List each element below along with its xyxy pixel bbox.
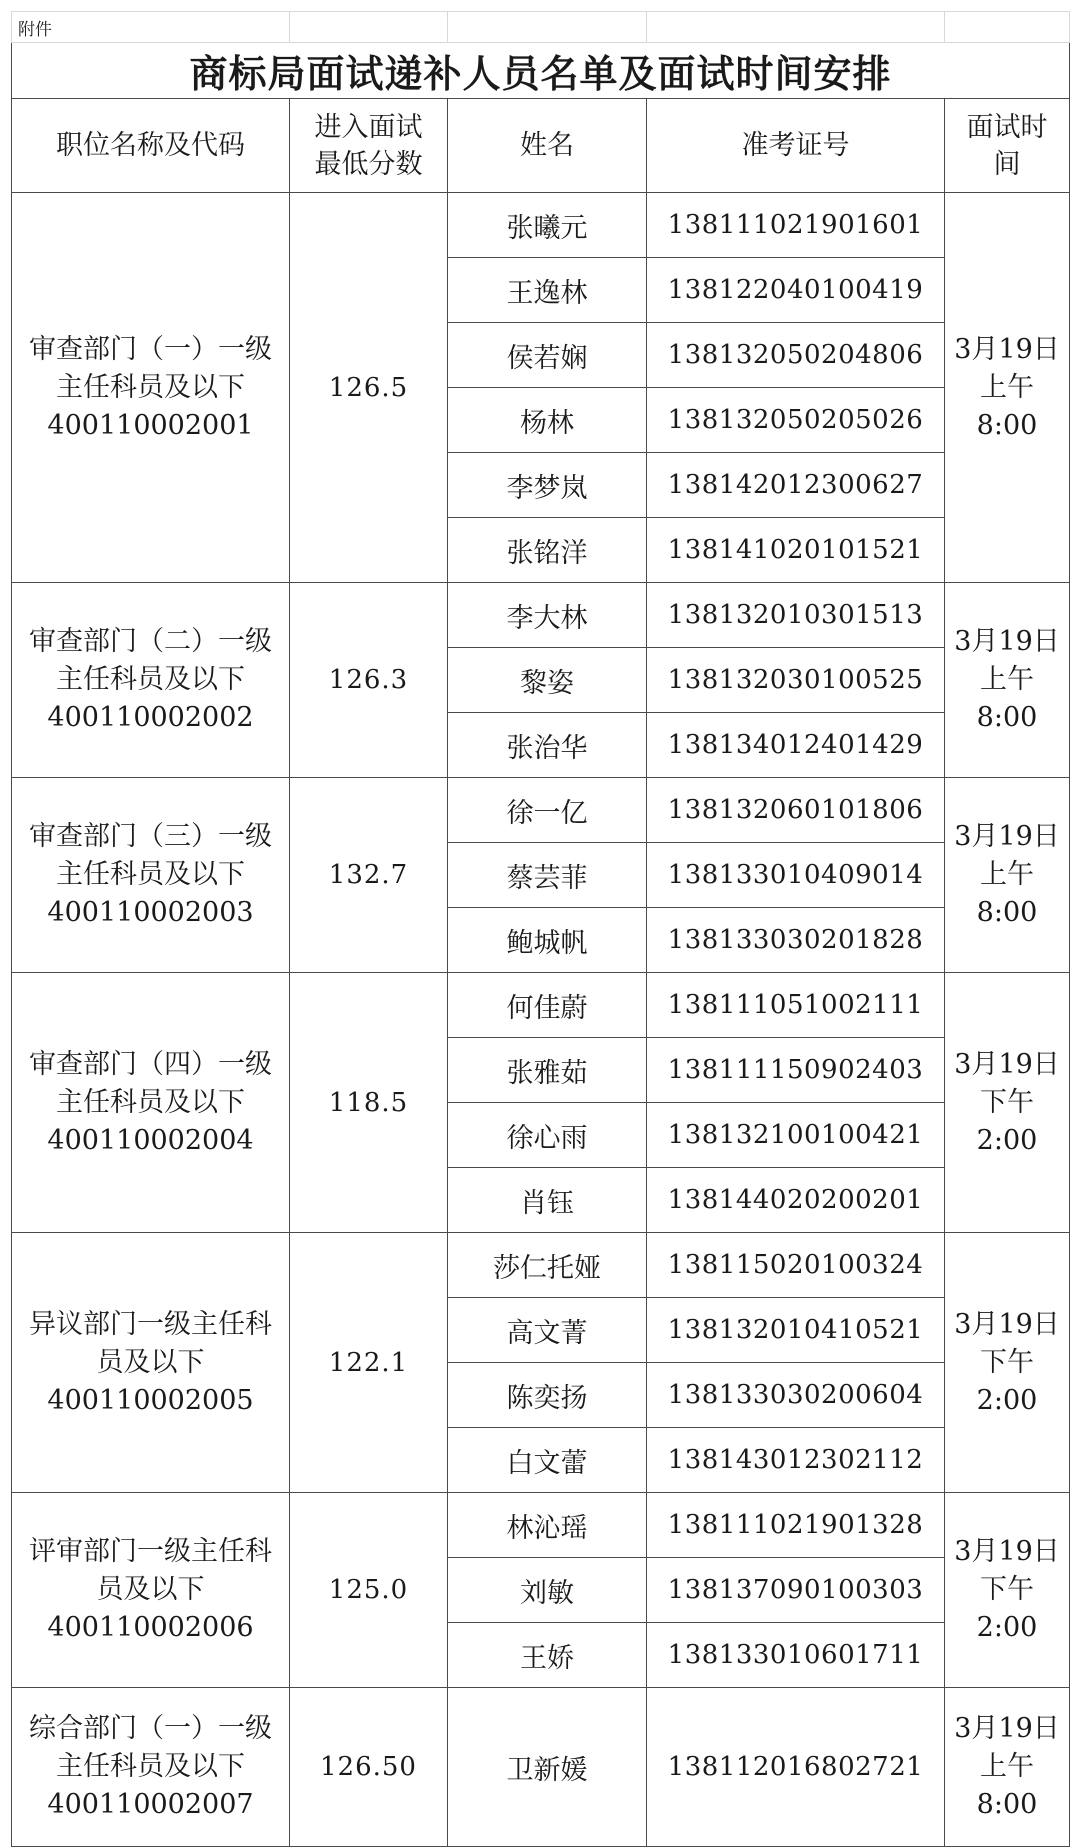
ticket-number: 138111021901601 <box>647 193 945 258</box>
time-line: 3月19日 <box>954 1308 1060 1340</box>
interview-time-cell <box>945 193 1070 583</box>
time-line: 2:00 <box>976 1612 1038 1643</box>
position-line: 综合部门（一）一级 <box>29 1713 272 1744</box>
ticket-number: 138133030201828 <box>647 908 945 973</box>
time-line: 上午 <box>980 1751 1034 1782</box>
ticket-number: 138133030200604 <box>647 1363 945 1428</box>
header-min-score-line2: 最低分数 <box>314 148 423 180</box>
header-min-score-line1: 进入面试 <box>314 111 423 143</box>
ticket-number: 138132050204806 <box>647 323 945 388</box>
candidate-name: 李梦岚 <box>448 453 647 518</box>
position-line: 审查部门（二）一级 <box>29 626 272 657</box>
candidate-name: 徐一亿 <box>448 778 647 843</box>
candidate-name: 莎仁托娅 <box>448 1233 647 1298</box>
time-line: 上午 <box>980 371 1034 403</box>
position-line: 主任科员及以下 <box>56 1086 245 1118</box>
position-line: 员及以下 <box>96 1574 205 1605</box>
min-score-cell: 126.3 <box>290 583 448 778</box>
interview-time-cell <box>945 973 1070 1233</box>
position-cell <box>12 583 290 778</box>
attachment-label: 附件 <box>12 12 290 43</box>
candidate-name: 高文菁 <box>448 1298 647 1363</box>
header-min-score <box>290 99 448 193</box>
position-cell <box>12 778 290 973</box>
ticket-number: 138132010410521 <box>647 1298 945 1363</box>
header-row <box>12 99 1070 193</box>
position-cell <box>12 193 290 583</box>
candidate-name: 陈奕扬 <box>448 1363 647 1428</box>
interview-time-cell <box>945 583 1070 778</box>
time-line: 上午 <box>980 859 1034 890</box>
ticket-number: 138115020100324 <box>647 1233 945 1298</box>
time-line: 2:00 <box>976 1124 1038 1156</box>
candidate-name: 徐心雨 <box>448 1103 647 1168</box>
time-line: 3月19日 <box>954 1048 1060 1080</box>
candidate-name: 白文蕾 <box>448 1428 647 1493</box>
time-line: 下午 <box>980 1574 1034 1605</box>
candidate-name: 肖钰 <box>448 1168 647 1233</box>
ticket-number: 138111021901328 <box>647 1493 945 1558</box>
attachment-row <box>12 12 1070 43</box>
position-line: 400110002007 <box>47 1789 254 1820</box>
position-line: 主任科员及以下 <box>56 371 245 403</box>
candidate-name: 李大林 <box>448 583 647 648</box>
ticket-number: 138132100100421 <box>647 1103 945 1168</box>
time-line: 8:00 <box>976 1789 1038 1820</box>
title-row <box>12 43 1070 99</box>
header-time <box>945 99 1070 193</box>
ticket-number: 138141020101521 <box>647 518 945 583</box>
candidate-name: 林沁瑶 <box>448 1493 647 1558</box>
position-line: 审查部门（三）一级 <box>29 821 272 852</box>
position-line: 主任科员及以下 <box>56 664 245 695</box>
candidate-name: 何佳蔚 <box>448 973 647 1038</box>
position-line: 审查部门（四）一级 <box>29 1048 272 1080</box>
min-score-cell: 126.50 <box>290 1688 448 1847</box>
position-cell <box>12 973 290 1233</box>
table-row <box>12 193 1070 258</box>
ticket-number: 138133010601711 <box>647 1623 945 1688</box>
position-line: 主任科员及以下 <box>56 859 245 890</box>
time-line: 3月19日 <box>954 333 1060 365</box>
ticket-number: 138143012302112 <box>647 1428 945 1493</box>
ticket-number: 138142012300627 <box>647 453 945 518</box>
header-name: 姓名 <box>448 99 647 193</box>
candidate-name: 王娇 <box>448 1623 647 1688</box>
position-line: 员及以下 <box>96 1346 205 1378</box>
min-score-cell: 126.5 <box>290 193 448 583</box>
position-cell <box>12 1233 290 1493</box>
time-line: 8:00 <box>976 409 1038 441</box>
candidate-name: 蔡芸菲 <box>448 843 647 908</box>
table-row <box>12 1688 1070 1847</box>
table-row <box>12 778 1070 843</box>
time-line: 下午 <box>980 1346 1034 1378</box>
position-line: 400110002006 <box>47 1612 254 1643</box>
ticket-number: 138111051002111 <box>647 973 945 1038</box>
header-time-line1: 面试时 <box>966 111 1048 143</box>
table-row <box>12 1233 1070 1298</box>
time-line: 3月19日 <box>954 1536 1060 1567</box>
position-line: 400110002002 <box>47 702 254 733</box>
position-cell <box>12 1493 290 1688</box>
candidate-name: 杨林 <box>448 388 647 453</box>
table-row <box>12 1493 1070 1558</box>
time-line: 3月19日 <box>954 1713 1060 1744</box>
ticket-number: 138122040100419 <box>647 258 945 323</box>
ticket-number: 138111150902403 <box>647 1038 945 1103</box>
ticket-number: 138137090100303 <box>647 1558 945 1623</box>
header-ticket: 准考证号 <box>647 99 945 193</box>
ticket-number: 138132060101806 <box>647 778 945 843</box>
time-line: 上午 <box>980 664 1034 695</box>
ticket-number: 138112016802721 <box>647 1688 945 1847</box>
min-score-cell: 122.1 <box>290 1233 448 1493</box>
position-line: 400110002005 <box>47 1384 254 1416</box>
header-time-line2: 间 <box>993 148 1021 180</box>
ticket-number: 138132030100525 <box>647 648 945 713</box>
position-line: 400110002001 <box>47 409 254 441</box>
candidate-name: 张治华 <box>448 713 647 778</box>
ticket-number: 138132050205026 <box>647 388 945 453</box>
min-score-cell: 132.7 <box>290 778 448 973</box>
min-score-cell: 118.5 <box>290 973 448 1233</box>
candidate-name: 侯若娴 <box>448 323 647 388</box>
candidate-name: 卫新媛 <box>448 1688 647 1847</box>
position-line: 400110002003 <box>47 897 254 928</box>
document-title: 商标局面试递补人员名单及面试时间安排 <box>12 43 1070 99</box>
time-line: 8:00 <box>976 897 1038 928</box>
header-position: 职位名称及代码 <box>12 99 290 193</box>
candidate-name: 刘敏 <box>448 1558 647 1623</box>
ticket-number: 138133010409014 <box>647 843 945 908</box>
candidate-name: 王逸林 <box>448 258 647 323</box>
position-line: 评审部门一级主任科 <box>29 1536 272 1567</box>
position-line: 审查部门（一）一级 <box>29 333 272 365</box>
position-line: 主任科员及以下 <box>56 1751 245 1782</box>
time-line: 下午 <box>980 1086 1034 1118</box>
min-score-cell: 125.0 <box>290 1493 448 1688</box>
time-line: 8:00 <box>976 702 1038 733</box>
ticket-number: 138132010301513 <box>647 583 945 648</box>
interview-time-cell <box>945 1233 1070 1493</box>
candidate-name: 张雅茹 <box>448 1038 647 1103</box>
candidate-name: 黎姿 <box>448 648 647 713</box>
interview-time-cell <box>945 1688 1070 1847</box>
candidate-name: 鲍城帆 <box>448 908 647 973</box>
time-line: 2:00 <box>976 1384 1038 1416</box>
table-row <box>12 583 1070 648</box>
position-line: 异议部门一级主任科 <box>29 1308 272 1340</box>
ticket-number: 138144020200201 <box>647 1168 945 1233</box>
candidate-name: 张铭洋 <box>448 518 647 583</box>
candidate-name: 张曦元 <box>448 193 647 258</box>
table-row <box>12 973 1070 1038</box>
ticket-number: 138134012401429 <box>647 713 945 778</box>
position-cell <box>12 1688 290 1847</box>
interview-time-cell <box>945 778 1070 973</box>
time-line: 3月19日 <box>954 626 1060 657</box>
interview-time-cell <box>945 1493 1070 1688</box>
time-line: 3月19日 <box>954 821 1060 852</box>
position-line: 400110002004 <box>47 1124 254 1156</box>
interview-schedule-table <box>11 11 1070 1847</box>
